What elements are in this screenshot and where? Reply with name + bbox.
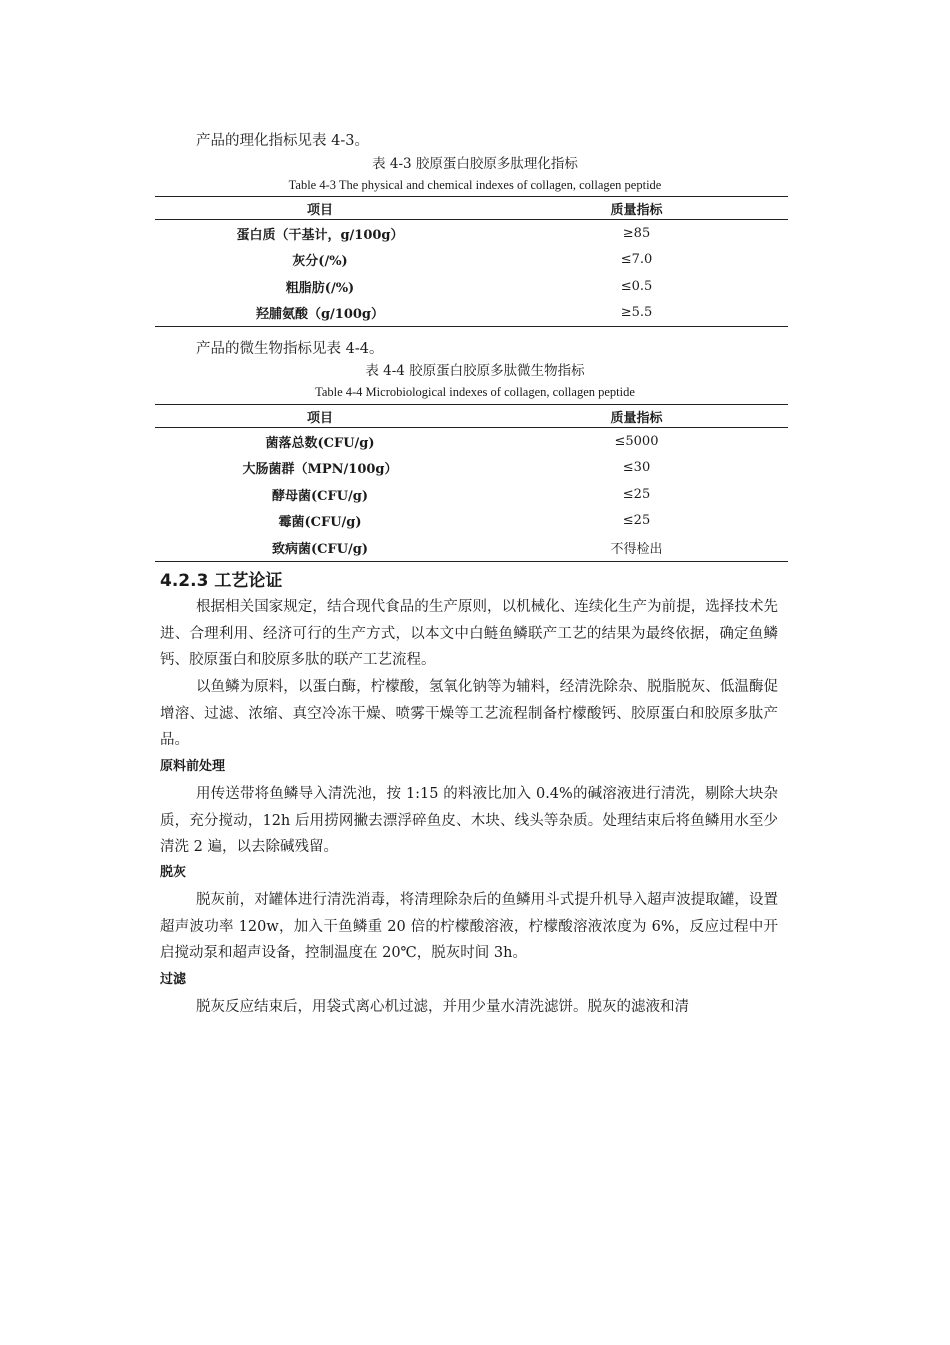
- table-row: [155, 300, 788, 327]
- row-item: 蛋白质（干基计，g/100g）: [236, 227, 404, 243]
- table-row: [155, 273, 788, 300]
- row-value: ≤0.5: [620, 278, 653, 294]
- row-value: ≤7.0: [620, 252, 653, 268]
- paragraph-decalcification: 脱灰前，对罐体进行清洗消毒，将清理除杂后的鱼鳞用斗式提升机导入超声波提取罐，设置超声波功率 120w，加入干鱼鳞重 20 倍的柠檬酸溶液，柠檬酸溶液浓度为 6%，反应过程中开启搅动泵和超声设备，控制温度在 20℃，脱灰时间 3h。: [160, 892, 778, 961]
- column-header-item: 项目: [306, 410, 333, 426]
- table-4-3-caption-en: Table 4-3 The physical and chemical indexes of collagen, collagen peptide: [288, 178, 662, 192]
- table-row: [155, 455, 788, 482]
- row-item: 霉菌(CFU/g): [278, 515, 362, 531]
- row-value: ≤30: [622, 460, 651, 476]
- table-4-4-caption-en: Table 4-4 Microbiological indexes of collagen, collagen peptide: [315, 385, 635, 399]
- subheading-pretreatment: 原料前处理: [160, 759, 226, 774]
- row-item: 粗脂肪(/%): [285, 280, 355, 296]
- row-item: 致病菌(CFU/g): [271, 541, 369, 557]
- table-row: [155, 508, 788, 535]
- column-header-quality: 质量指标: [610, 410, 663, 426]
- paragraph-pretreatment: 用传送带将鱼鳞导入清洗池，按 1:15 的料液比加入 0.4%的碱溶液进行清洗，剔除大块杂质，充分搅动，12h 后用捞网撇去漂浮碎鱼皮、木块、线头等杂质。处理结束后将鱼鳞用水至少清洗 2 遍，以去除碱残留。: [160, 786, 778, 855]
- table-4-3: [155, 196, 788, 327]
- row-value: ≥5.5: [620, 305, 653, 321]
- section-title: 4.2.3 工艺论证: [160, 571, 283, 591]
- paragraph-intro: 根据相关国家规定，结合现代食品的生产原则，以机械化、连续化生产为前提，选择技术先进、合理利用、经济可行的生产方式，以本文中白鲢鱼鳞联产工艺的结果为最终依据，确定鱼鳞钙、胶原蛋白和胶原多肽的联产工艺流程。: [160, 599, 778, 668]
- row-item: 大肠菌群（MPN/100g）: [242, 462, 398, 478]
- row-value: ≥85: [622, 225, 651, 241]
- row-item: 酵母菌(CFU/g): [271, 488, 369, 504]
- subheading-filtration: 过滤: [160, 972, 187, 987]
- table-row: [155, 481, 788, 508]
- row-value: ≤25: [622, 513, 651, 529]
- table-row: [155, 220, 788, 247]
- intro-table-4-4: 产品的微生物指标见表 4-4。: [196, 341, 384, 357]
- column-header-quality: 质量指标: [610, 202, 663, 218]
- paragraph-materials: 以鱼鳞为原料，以蛋白酶，柠檬酸，氢氧化钠等为辅料，经清洗除杂、脱脂脱灰、低温酶促增溶、过滤、浓缩、真空冷冻干燥、喷雾干燥等工艺流程制备柠檬酸钙、胶原蛋白和胶原多肽产品。: [160, 679, 778, 748]
- column-header-item: 项目: [306, 202, 333, 218]
- row-value: ≤25: [622, 486, 651, 502]
- intro-table-4-3: 产品的理化指标见表 4-3。: [196, 133, 369, 149]
- row-value: ≤5000: [614, 433, 659, 449]
- paragraph-filtration: 脱灰反应结束后，用袋式离心机过滤，并用少量水清洗滤饼。脱灰的滤液和清: [196, 999, 689, 1015]
- table-4-4: [155, 404, 788, 562]
- table-header-row: [155, 197, 788, 220]
- row-item: 羟脯氨酸（g/100g）: [255, 307, 385, 323]
- row-item: 灰分(/%): [292, 254, 348, 270]
- table-4-3-caption-cn: 表 4-3 胶原蛋白胶原多肽理化指标: [372, 156, 578, 172]
- table-4-4-caption-cn: 表 4-4 胶原蛋白胶原多肽微生物指标: [365, 363, 585, 379]
- row-value: 不得检出: [610, 541, 663, 557]
- table-header-row: [155, 405, 788, 428]
- table-row: [155, 428, 788, 455]
- row-item: 菌落总数(CFU/g): [265, 435, 375, 451]
- subheading-decalcification: 脱灰: [160, 865, 187, 880]
- table-row: [155, 247, 788, 274]
- table-row: [155, 534, 788, 561]
